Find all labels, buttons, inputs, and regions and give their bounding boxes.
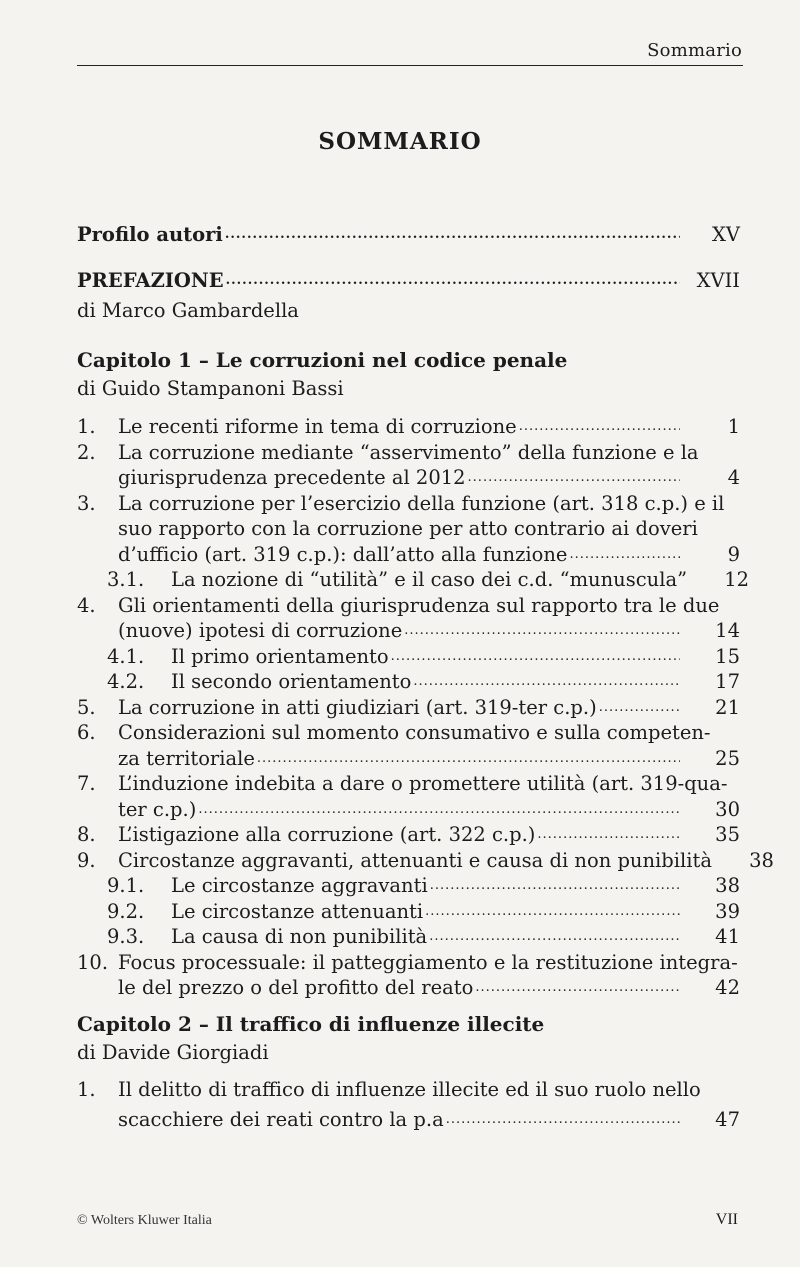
running-head: Sommario [647, 40, 742, 61]
section-title: Focus processuale: il patteggiamento e la restituzione integra- [118, 950, 738, 974]
author-name: di Davide Giorgiadi [77, 1041, 269, 1064]
section-title: La causa di non punibilità [171, 925, 428, 948]
section-title: L’istigazione alla corruzione (art. 322 c.p.) [118, 823, 536, 846]
section-title: Il primo orientamento [171, 644, 389, 668]
dot-leader [257, 743, 680, 771]
section-title: Circostanze aggravanti, attenuanti e causa di non punibilità [118, 848, 712, 872]
section-number: 1. [77, 1078, 96, 1101]
section-title: suo rapporto con la corruzione per atto contrario ai doveri [118, 517, 698, 540]
toc-line [77, 695, 740, 723]
toc-page-number: 17 [715, 670, 740, 693]
publisher-footer: © Wolters Kluwer Italia [77, 1213, 212, 1228]
section-number: 2. [77, 440, 96, 464]
dot-leader [446, 1104, 680, 1132]
dot-leader [429, 921, 680, 949]
toc-page-number: 9 [727, 542, 740, 566]
section-title: Il secondo orientamento [171, 670, 412, 693]
toc-page-number: 38 [715, 874, 740, 897]
dot-leader [425, 896, 680, 924]
section-number: 9. [77, 848, 96, 872]
section-number: 3. [77, 491, 96, 515]
section-title: La corruzione per l’esercizio della funzione (art. 318 c.p.) e il [118, 491, 725, 515]
page-number: VII [715, 1211, 738, 1228]
section-number: 9.2. [107, 899, 145, 923]
section-title: scacchiere dei reati contro la p.a [118, 1108, 444, 1131]
section-title: d’ufficio (art. 319 c.p.): dall’atto alla funzione [118, 542, 568, 566]
dot-leader [475, 972, 680, 1000]
toc-line [77, 1107, 740, 1135]
section-number: 10. [77, 950, 109, 974]
toc-line [77, 1077, 740, 1102]
section-number: 3.1. [107, 568, 145, 591]
chapter-title: Capitolo 2 – Il traffico di influenze illecite [77, 1012, 545, 1036]
section-number: 4. [77, 593, 96, 617]
section-number: 6. [77, 721, 96, 744]
dot-leader [537, 819, 680, 847]
section-title: Le circostanze attenuanti [171, 899, 424, 923]
toc-page-number: 4 [727, 466, 740, 489]
toc-page-number: XVII [696, 269, 740, 292]
dot-leader [430, 870, 680, 898]
section-title: (nuove) ipotesi di corruzione [118, 619, 403, 642]
toc-entry-prefazione [77, 268, 740, 296]
section-number: 9.1. [107, 874, 145, 897]
toc-line [77, 440, 740, 465]
toc-page-number: 1 [727, 415, 740, 438]
chapter-2-heading [77, 1012, 740, 1037]
section-title: Le recenti riforme in tema di corruzione [118, 415, 517, 438]
dot-leader [413, 666, 680, 694]
dot-leader [226, 265, 680, 293]
section-title: L’induzione indebita a dare o promettere utilità (art. 319-qua- [118, 772, 728, 795]
chapter-1-author [77, 376, 740, 401]
dot-leader [404, 615, 680, 643]
section-number: 4.2. [107, 670, 145, 693]
toc-page-number: 21 [715, 695, 740, 719]
header-rule [77, 65, 743, 66]
section-title: Le circostanze aggravanti [171, 874, 428, 897]
toc-line [77, 414, 740, 442]
section-title: le del prezzo o del profitto del reato [118, 976, 474, 999]
toc-page-number: 15 [715, 644, 740, 668]
toc-line [77, 771, 740, 796]
toc-line [77, 746, 740, 774]
toc-line [77, 950, 740, 975]
toc-line [77, 822, 740, 850]
dot-leader [569, 539, 680, 567]
toc-line [77, 567, 750, 595]
section-number: 4.1. [107, 644, 145, 668]
toc-line [77, 491, 740, 516]
chapter-title: Capitolo 1 – Le corruzioni nel codice penale [77, 348, 568, 372]
dot-leader [599, 692, 680, 720]
chapter-1-heading [77, 348, 740, 373]
toc-page-number: 41 [715, 925, 740, 948]
section-title: Considerazioni sul momento consumativo e sulla competen- [118, 721, 711, 744]
author-name: di Marco Gambardella [77, 299, 299, 322]
toc-page-number: 35 [715, 823, 740, 846]
toc-page-number: 42 [715, 976, 740, 999]
toc-page-number: 38 [749, 848, 774, 872]
toc-entry-profilo [77, 222, 740, 250]
toc-line [77, 542, 740, 570]
section-title: ter c.p.) [118, 797, 197, 821]
toc-entry-label: PREFAZIONE [77, 269, 224, 292]
toc-page-number: 14 [715, 619, 740, 642]
dot-leader [198, 794, 680, 822]
toc-line [77, 975, 740, 1003]
toc-page-number: 30 [715, 797, 740, 821]
toc-page-number: 39 [715, 899, 740, 923]
section-title: giurisprudenza precedente al 2012 [118, 466, 466, 489]
chapter-2-author [77, 1040, 740, 1065]
toc-line [77, 465, 740, 493]
section-number: 5. [77, 695, 96, 719]
section-title: La corruzione mediante “asservimento” della funzione e la [118, 440, 699, 464]
toc-page-number: 47 [715, 1108, 740, 1131]
dot-leader [468, 462, 680, 490]
toc-line [77, 720, 740, 745]
dot-leader [225, 219, 680, 247]
section-number: 9.3. [107, 925, 145, 948]
toc-page-number: 25 [715, 746, 740, 770]
prefazione-author [77, 298, 740, 323]
toc-entry-label: Profilo autori [77, 223, 223, 246]
toc-line [77, 924, 740, 952]
toc-page-number: XV [712, 223, 740, 246]
dot-leader [391, 641, 680, 669]
page-title: SOMMARIO [318, 128, 482, 155]
section-title: za territoriale [118, 746, 255, 770]
section-title: Il delitto di traffico di influenze illecite ed il suo ruolo nello [118, 1078, 701, 1101]
toc-page-number: 12 [724, 568, 750, 591]
section-number: 1. [77, 415, 96, 438]
section-title: La nozione di “utilità” e il caso dei c.d. “munuscula” [171, 568, 688, 591]
dot-leader [519, 411, 680, 439]
section-number: 7. [77, 772, 96, 795]
toc-line [77, 516, 740, 541]
toc-line [77, 593, 740, 618]
section-title: Gli orientamenti della giurisprudenza sul rapporto tra le due [118, 593, 720, 617]
section-number: 8. [77, 823, 96, 846]
author-name: di Guido Stampanoni Bassi [77, 377, 344, 400]
section-title: La corruzione in atti giudiziari (art. 319-ter c.p.) [118, 695, 597, 719]
